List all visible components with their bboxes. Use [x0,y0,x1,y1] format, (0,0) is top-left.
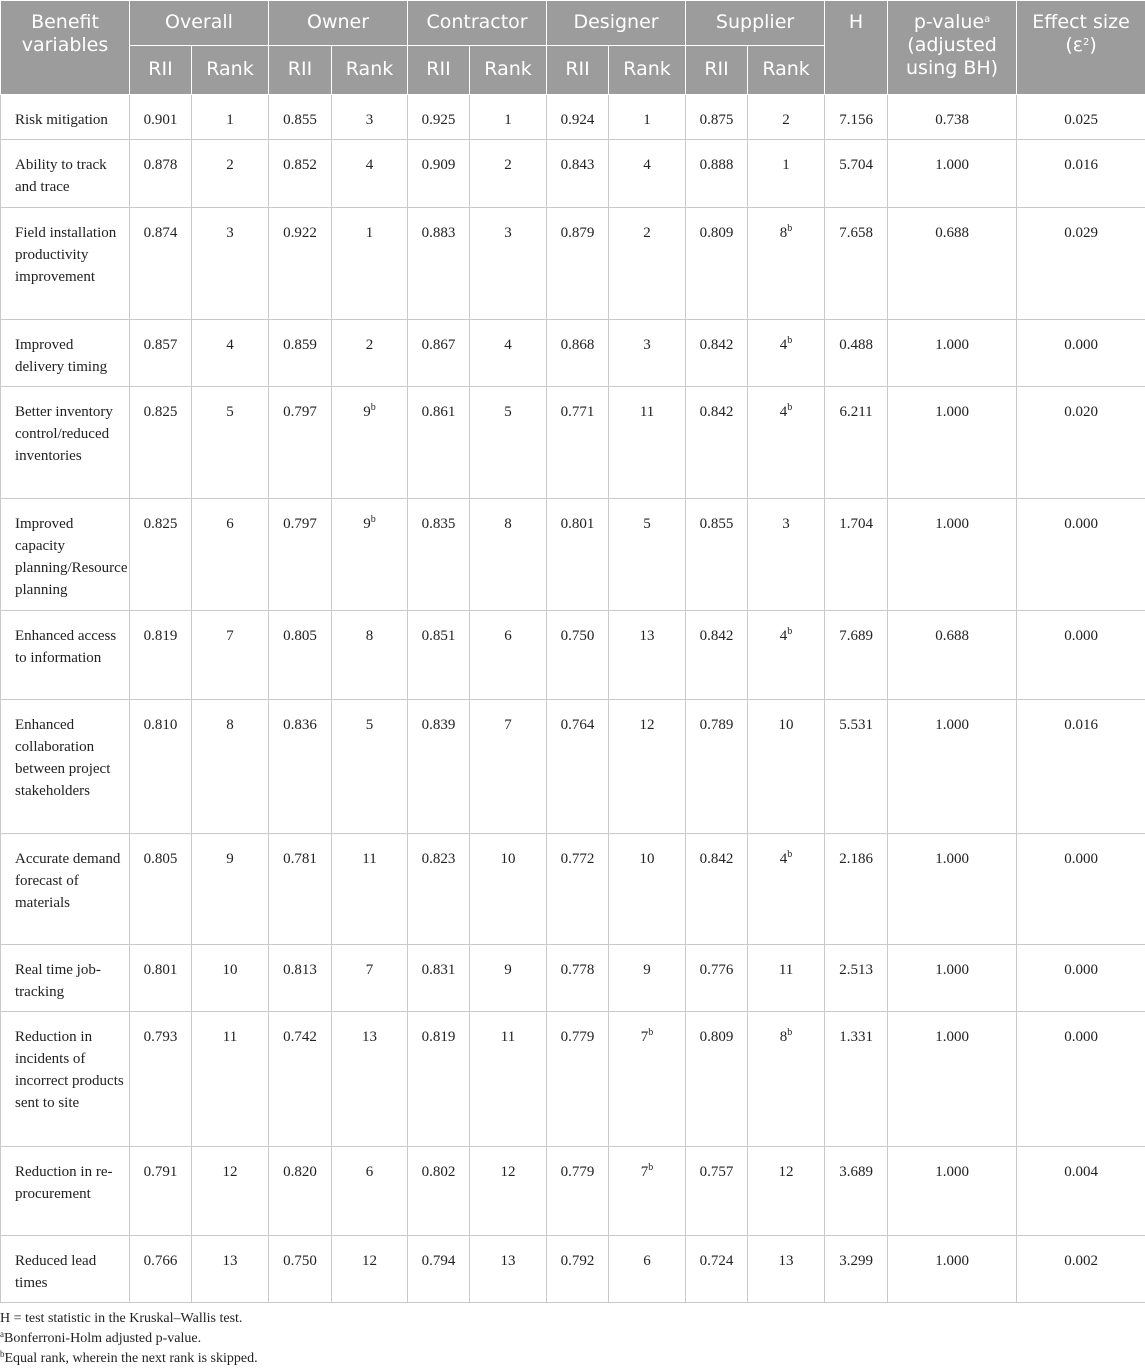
table-cell: 0.825 [130,499,192,611]
table-cell: 0.852 [269,140,332,208]
table-row [1,95,1145,140]
table-cell: 0.878 [130,140,192,208]
table-cell [748,320,825,387]
table-cell: 0.771 [547,387,609,499]
benefit-label: Reduction in incidents of incorrect products sent to site [1,1012,130,1147]
table-cell: 1.331 [825,1012,888,1147]
cell-value: 7 [641,1029,649,1045]
table-cell: 13 [748,1236,825,1303]
cell-value: 9 [363,516,371,532]
cell-footnote-mark: b [787,335,792,346]
benefit-label: Real time job-tracking [1,945,130,1012]
table-row [1,499,1145,611]
table-cell: 0.924 [547,95,609,140]
table-cell: 7.689 [825,611,888,700]
table-cell: 1.000 [888,320,1017,387]
table-cell: 0.842 [686,387,748,499]
table-cell: 9 [470,945,547,1012]
table-cell: 5 [192,387,269,499]
table-cell [609,1147,686,1236]
table-cell: 1 [609,95,686,140]
table-cell: 9 [192,834,269,945]
table-cell: 10 [748,700,825,834]
table-cell: 0.750 [269,1236,332,1303]
table-row [1,1236,1145,1303]
table-cell: 0.029 [1017,208,1145,320]
table-cell: 11 [609,387,686,499]
header-rank: Rank [748,46,825,95]
cell-footnote-mark: b [371,514,376,525]
table-cell: 13 [332,1012,408,1147]
table-cell: 1.000 [888,1147,1017,1236]
header-h: H [825,1,888,95]
table-cell: 1 [470,95,547,140]
table-cell: 0.797 [269,499,332,611]
table-cell: 13 [192,1236,269,1303]
table-cell: 0.879 [547,208,609,320]
header-rii: RII [130,46,192,95]
table-cell [748,208,825,320]
table-cell: 0.809 [686,1012,748,1147]
table-cell [748,387,825,499]
table-cell: 0.764 [547,700,609,834]
table-cell: 7 [332,945,408,1012]
table-cell: 0.772 [547,834,609,945]
cell-footnote-mark: b [648,1027,653,1038]
table-cell: 0.000 [1017,1012,1145,1147]
table-cell: 10 [609,834,686,945]
header-rank: Rank [192,46,269,95]
table-cell: 4 [192,320,269,387]
table-cell: 3 [192,208,269,320]
table-cell: 9 [609,945,686,1012]
table-cell: 12 [192,1147,269,1236]
table-cell: 2 [609,208,686,320]
table-row [1,1147,1145,1236]
table-cell: 0.802 [408,1147,470,1236]
table-cell: 0.791 [130,1147,192,1236]
table-cell: 5 [470,387,547,499]
header-rank: Rank [332,46,408,95]
cell-footnote-mark: b [787,223,792,234]
table-cell: 5.704 [825,140,888,208]
benefit-label: Reduced lead times [1,1236,130,1303]
benefit-label: Risk mitigation [1,95,130,140]
table-cell: 10 [192,945,269,1012]
table-cell: 0.925 [408,95,470,140]
table-header [1,1,1145,95]
cell-value: 4 [780,851,788,867]
table-cell: 0.861 [408,387,470,499]
table-row [1,945,1145,1012]
table-cell: 3.689 [825,1147,888,1236]
table-cell: 0.002 [1017,1236,1145,1303]
benefit-label: Reduction in re-procurement [1,1147,130,1236]
table-cell: 1.000 [888,945,1017,1012]
table-cell: 3 [609,320,686,387]
header-effect-size-label: Effect size (ε [1032,11,1130,56]
table-cell [748,611,825,700]
table-cell: 0.488 [825,320,888,387]
table-cell: 0.867 [408,320,470,387]
header-pvalue-sup: a [984,14,990,25]
table-cell: 1.000 [888,700,1017,834]
table-row [1,208,1145,320]
table-cell: 12 [332,1236,408,1303]
table-row [1,320,1145,387]
table-row [1,140,1145,208]
table-cell: 6.211 [825,387,888,499]
benefit-label: Ability to track and trace [1,140,130,208]
table-cell: 6 [609,1236,686,1303]
table-row [1,700,1145,834]
header-group-designer: Designer [547,1,686,46]
table-cell: 0.820 [269,1147,332,1236]
table-cell: 0.016 [1017,140,1145,208]
footnote-mark: b [0,1349,5,1359]
table-cell: 0.855 [686,499,748,611]
table-cell: 0.823 [408,834,470,945]
table-cell: 7 [470,700,547,834]
table-cell: 0.000 [1017,499,1145,611]
table-cell: 5 [609,499,686,611]
header-group-supplier: Supplier [686,1,825,46]
table-cell: 0.819 [130,611,192,700]
table-cell: 4 [470,320,547,387]
table-cell: 0.842 [686,320,748,387]
table-cell: 0.810 [130,700,192,834]
cell-value: 4 [780,628,788,644]
table-cell: 0.813 [269,945,332,1012]
table-cell: 2 [192,140,269,208]
table-cell: 6 [470,611,547,700]
table-cell: 1.000 [888,1236,1017,1303]
header-effect-size-sup: 2 [1083,37,1089,48]
table-cell: 4 [609,140,686,208]
table-body [1,95,1145,1303]
table-cell: 11 [470,1012,547,1147]
table-cell: 11 [192,1012,269,1147]
table-cell: 0.781 [269,834,332,945]
table-cell [748,1012,825,1147]
table-row [1,611,1145,700]
table-cell: 12 [609,700,686,834]
table-cell: 0.909 [408,140,470,208]
table-cell: 0.842 [686,834,748,945]
header-rii: RII [547,46,609,95]
table-cell: 0.797 [269,387,332,499]
cell-footnote-mark: b [648,1162,653,1173]
table-cell: 0.000 [1017,320,1145,387]
cell-footnote-mark: b [787,849,792,860]
cell-value: 4 [780,404,788,420]
benefit-label: Enhanced access to information [1,611,130,700]
table-cell: 0.857 [130,320,192,387]
table-cell: 1 [192,95,269,140]
table-cell: 2 [470,140,547,208]
header-rii: RII [686,46,748,95]
cell-value: 4 [780,337,788,353]
table-cell: 0.842 [686,611,748,700]
header-pvalue-main: p-value [914,11,984,33]
table-cell: 0.801 [547,499,609,611]
table-cell: 1 [748,140,825,208]
cell-value: 9 [363,404,371,420]
table-cell: 1.000 [888,834,1017,945]
table-cell: 0.688 [888,611,1017,700]
table-cell: 12 [470,1147,547,1236]
table-cell: 0.778 [547,945,609,1012]
table-cell: 0.000 [1017,834,1145,945]
table-cell: 2.513 [825,945,888,1012]
table-cell: 0.757 [686,1147,748,1236]
cell-footnote-mark: b [787,402,792,413]
header-rii: RII [269,46,332,95]
table-cell: 3 [332,95,408,140]
table-cell: 0.883 [408,208,470,320]
table-cell: 8 [192,700,269,834]
header-group-owner: Owner [269,1,408,46]
table-cell: 13 [470,1236,547,1303]
header-pvalue-sub: (adjusted using BH) [906,34,998,79]
table-cell: 0.779 [547,1012,609,1147]
table-cell: 0.859 [269,320,332,387]
table-cell: 1.000 [888,140,1017,208]
table-cell: 5.531 [825,700,888,834]
table-row [1,387,1145,499]
table-cell: 0.851 [408,611,470,700]
table-cell: 3 [748,499,825,611]
footnote [0,1349,258,1369]
benefit-label: Improved capacity planning/Resource planning [1,499,130,611]
table-cell [609,1012,686,1147]
table-cell [332,499,408,611]
table-cell: 0.874 [130,208,192,320]
table-cell: 0.794 [408,1236,470,1303]
table-cell: 11 [748,945,825,1012]
header-benefit-variables: Benefit variables [1,1,130,95]
table-cell: 8 [470,499,547,611]
footnote-mark: a [0,1329,4,1339]
table-cell: 0.793 [130,1012,192,1147]
table-cell: 2.186 [825,834,888,945]
table-cell: 0.901 [130,95,192,140]
cell-value: 8 [780,1029,788,1045]
table-cell: 1.000 [888,387,1017,499]
table-cell: 0.016 [1017,700,1145,834]
table-footnotes [0,1309,258,1369]
cell-value: 7 [641,1164,649,1180]
table-cell: 1 [332,208,408,320]
table-cell: 2 [748,95,825,140]
table-cell: 0.835 [408,499,470,611]
table-cell: 0.020 [1017,387,1145,499]
header-effect-size [1017,1,1145,95]
table-cell: 0.825 [130,387,192,499]
header-pvalue [888,1,1017,95]
cell-value: 8 [780,225,788,241]
footnote-text: H = test statistic in the Kruskal–Wallis test. [0,1311,242,1326]
header-rii: RII [408,46,470,95]
table-cell: 0.742 [269,1012,332,1147]
cell-footnote-mark: b [787,626,792,637]
table-cell: 10 [470,834,547,945]
table-cell: 2 [332,320,408,387]
table-cell: 0.801 [130,945,192,1012]
benefit-label: Field installation productivity improvement [1,208,130,320]
table-cell: 0.805 [269,611,332,700]
table-cell: 0.004 [1017,1147,1145,1236]
table-cell: 11 [332,834,408,945]
table-cell: 0.688 [888,208,1017,320]
table-cell: 0.836 [269,700,332,834]
table-cell [748,834,825,945]
table-cell: 7.658 [825,208,888,320]
benefit-label: Enhanced collaboration between project stakeholders [1,700,130,834]
table-cell: 0.025 [1017,95,1145,140]
table-cell: 0.839 [408,700,470,834]
footnote-text: Bonferroni-Holm adjusted p-value. [4,1331,201,1346]
table-cell: 0.922 [269,208,332,320]
table-cell: 0.738 [888,95,1017,140]
table-cell: 0.843 [547,140,609,208]
benefit-label: Better inventory control/reduced inventories [1,387,130,499]
table-cell: 0.789 [686,700,748,834]
table-cell: 1.000 [888,1012,1017,1147]
table-cell: 6 [192,499,269,611]
table-row [1,834,1145,945]
table-cell: 3.299 [825,1236,888,1303]
cell-footnote-mark: b [371,402,376,413]
header-group-contractor: Contractor [408,1,547,46]
table-cell: 1.000 [888,499,1017,611]
table-cell: 0.000 [1017,611,1145,700]
table-cell: 0.779 [547,1147,609,1236]
benefit-label: Improved delivery timing [1,320,130,387]
table-cell: 0.855 [269,95,332,140]
table-cell: 0.809 [686,208,748,320]
table-cell: 0.875 [686,95,748,140]
table-cell: 0.831 [408,945,470,1012]
footnote [0,1329,258,1349]
header-rank: Rank [609,46,686,95]
table-row [1,1012,1145,1147]
table-cell: 12 [748,1147,825,1236]
header-rank: Rank [470,46,547,95]
cell-footnote-mark: b [787,1027,792,1038]
table-cell: 1.704 [825,499,888,611]
table-cell: 0.776 [686,945,748,1012]
table-cell: 0.766 [130,1236,192,1303]
table-cell: 0.724 [686,1236,748,1303]
table-cell: 0.000 [1017,945,1145,1012]
table-cell: 7 [192,611,269,700]
table-cell: 0.888 [686,140,748,208]
table-cell: 13 [609,611,686,700]
header-effect-size-end: ) [1089,34,1096,56]
table-cell: 4 [332,140,408,208]
table-cell: 0.750 [547,611,609,700]
table-cell: 5 [332,700,408,834]
table-cell: 7.156 [825,95,888,140]
table-cell: 0.819 [408,1012,470,1147]
table-cell [332,387,408,499]
table-cell: 8 [332,611,408,700]
table-cell: 0.805 [130,834,192,945]
table-cell: 0.868 [547,320,609,387]
header-group-overall: Overall [130,1,269,46]
table-cell: 6 [332,1147,408,1236]
benefit-label: Accurate demand forecast of materials [1,834,130,945]
table-cell: 3 [470,208,547,320]
footnote-text: Equal rank, wherein the next rank is skipped. [5,1351,258,1366]
table-cell: 0.792 [547,1236,609,1303]
footnote [0,1309,258,1329]
